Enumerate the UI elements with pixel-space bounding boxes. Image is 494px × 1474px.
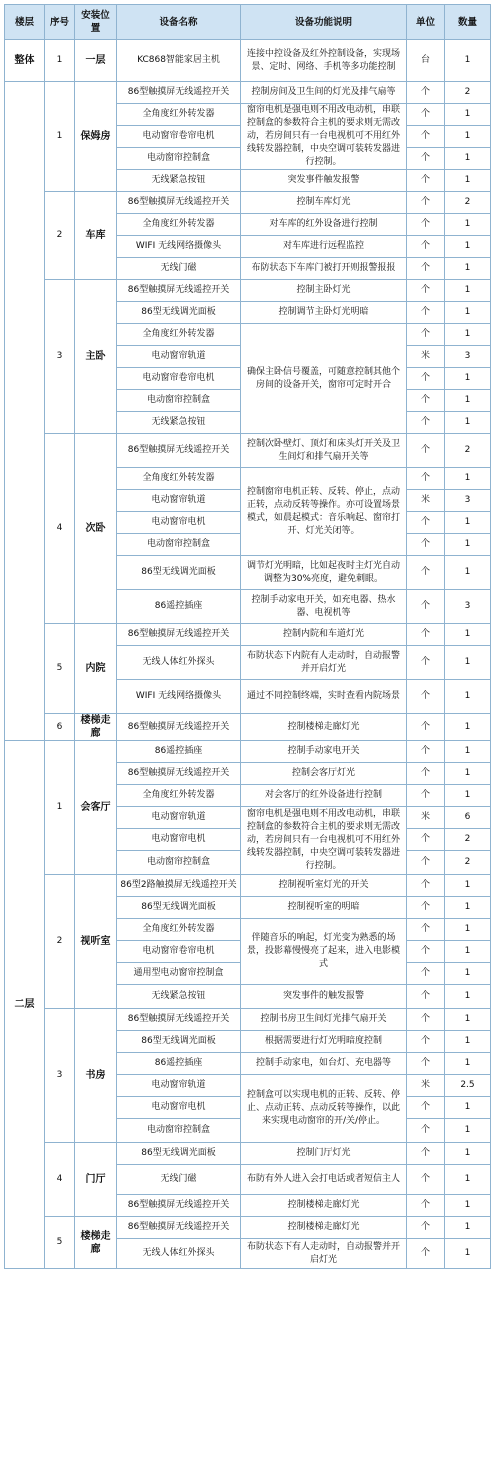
location-cell: 书房 [75,1009,117,1143]
qty-cell: 1 [445,897,491,919]
location-cell: 保姆房 [75,82,117,192]
function-cell: 对车库进行远程监控 [241,236,407,258]
function-cell: 控制手动家电，如台灯、充电器等 [241,1053,407,1075]
device-name-cell: 86型无线调光面板 [117,1143,241,1165]
function-cell: 控制次卧壁灯、顶灯和床头灯开关及卫生间灯和排气扇开关等 [241,434,407,468]
unit-cell: 米 [407,346,445,368]
unit-cell: 米 [407,490,445,512]
qty-cell: 1 [445,1165,491,1195]
floor-cell [5,82,45,741]
function-cell: 通过不同控制终端，实时查看内院场景 [241,680,407,714]
device-name-cell: WIFI 无线网络摄像头 [117,680,241,714]
device-name-cell: 86型无线调光面板 [117,556,241,590]
qty-cell: 1 [445,302,491,324]
device-name-cell: 电动窗帘电机 [117,1097,241,1119]
header-function: 设备功能说明 [241,5,407,40]
device-name-cell: 86型触摸屏无线遥控开关 [117,763,241,785]
table-row [5,280,491,302]
unit-cell: 个 [407,1165,445,1195]
device-name-cell: 全角度红外转发器 [117,919,241,941]
qty-cell: 1 [445,963,491,985]
qty-cell: 1 [445,148,491,170]
qty-cell: 1 [445,680,491,714]
function-cell: 控制视听室的明暗 [241,897,407,919]
device-name-cell: 电动窗帘卷帘电机 [117,941,241,963]
table-body [5,40,491,1269]
function-cell: 布防状态下车库门被打开则报警报报 [241,258,407,280]
location-cell: 主卧 [75,280,117,434]
qty-cell: 1 [445,875,491,897]
device-name-cell: 86型触摸屏无线遥控开关 [117,714,241,741]
unit-cell: 个 [407,324,445,346]
device-name-cell: WIFI 无线网络摄像头 [117,236,241,258]
device-name-cell: 电动窗帘电机 [117,829,241,851]
unit-cell: 个 [407,680,445,714]
device-name-cell: 86型2路触摸屏无线遥控开关 [117,875,241,897]
qty-cell: 1 [445,985,491,1009]
device-name-cell: 全角度红外转发器 [117,468,241,490]
device-name-cell: 86型无线调光面板 [117,1031,241,1053]
unit-cell: 台 [407,40,445,82]
qty-cell: 2.5 [445,1075,491,1097]
seq-cell: 1 [45,40,75,82]
qty-cell: 1 [445,40,491,82]
table-row [5,875,491,897]
location-cell: 楼梯走廊 [75,714,117,741]
function-cell: 控制楼梯走廊灯光 [241,714,407,741]
function-cell: 控制手动家电开关，如充电器、热水器、电视机等 [241,590,407,624]
qty-cell: 1 [445,919,491,941]
qty-cell: 1 [445,258,491,280]
unit-cell: 个 [407,556,445,590]
qty-cell: 1 [445,1009,491,1031]
table-row [5,82,491,104]
qty-cell: 1 [445,280,491,302]
qty-cell: 1 [445,556,491,590]
unit-cell: 个 [407,590,445,624]
qty-cell: 1 [445,714,491,741]
seq-cell: 4 [45,434,75,624]
qty-cell: 3 [445,346,491,368]
qty-cell: 1 [445,624,491,646]
seq-cell: 3 [45,280,75,434]
device-name-cell: 电动窗帘电机 [117,512,241,534]
device-name-cell: 86型触摸屏无线遥控开关 [117,624,241,646]
device-name-cell: 无线门磁 [117,1165,241,1195]
function-cell: 对车库的红外设备进行控制 [241,214,407,236]
device-name-cell: 86型触摸屏无线遥控开关 [117,192,241,214]
unit-cell: 个 [407,985,445,1009]
qty-cell: 1 [445,1097,491,1119]
function-cell: 窗帘电机是强电则不用改电动机，串联控制盒的参数符合主机的要求则无需改动，若房间只有一台电视机可不用红外线转发器控制，中央空调可装转发器进行控制。 [241,807,407,875]
device-name-cell: 无线紧急按钮 [117,412,241,434]
qty-cell: 1 [445,1217,491,1239]
seq-cell: 1 [45,741,75,875]
unit-cell: 个 [407,646,445,680]
location-cell: 视听室 [75,875,117,1009]
unit-cell: 个 [407,785,445,807]
function-cell: 布防有外人进入会打电话或者短信主人 [241,1165,407,1195]
unit-cell: 个 [407,1009,445,1031]
unit-cell: 个 [407,148,445,170]
device-name-cell: 全角度红外转发器 [117,214,241,236]
seq-cell: 1 [45,82,75,192]
device-name-cell: 86型触摸屏无线遥控开关 [117,1195,241,1217]
qty-cell: 1 [445,104,491,126]
unit-cell: 个 [407,851,445,875]
qty-cell: 1 [445,390,491,412]
device-name-cell: 无线人体红外探头 [117,646,241,680]
device-name-cell: 86遥控插座 [117,1053,241,1075]
function-cell: 控制楼梯走廊灯光 [241,1217,407,1239]
unit-cell: 个 [407,214,445,236]
qty-cell: 2 [445,851,491,875]
qty-cell: 1 [445,785,491,807]
function-cell: 根据需要进行灯光明暗度控制 [241,1031,407,1053]
header-floor: 楼层 [5,5,45,40]
qty-cell: 1 [445,534,491,556]
function-cell: 控制调节主卧灯光明暗 [241,302,407,324]
unit-cell: 个 [407,236,445,258]
unit-cell: 个 [407,280,445,302]
qty-cell: 2 [445,434,491,468]
table-row [5,1009,491,1031]
table-row [5,40,491,82]
function-cell: 调节灯光明暗，比如起夜时主灯光自动调整为30%亮度，避免刺眼。 [241,556,407,590]
unit-cell: 个 [407,624,445,646]
unit-cell: 个 [407,919,445,941]
qty-cell: 1 [445,1053,491,1075]
device-name-cell: 86型触摸屏无线遥控开关 [117,434,241,468]
function-cell: 控制楼梯走廊灯光 [241,1195,407,1217]
table-row [5,741,491,763]
qty-cell: 1 [445,126,491,148]
device-name-cell: 86型触摸屏无线遥控开关 [117,82,241,104]
device-name-cell: 86型触摸屏无线遥控开关 [117,1009,241,1031]
qty-cell: 6 [445,807,491,829]
unit-cell: 个 [407,1195,445,1217]
floor-cell: 二层 [5,741,45,1269]
unit-cell: 个 [407,875,445,897]
location-cell: 内院 [75,624,117,714]
device-name-cell: 电动窗帘卷帘电机 [117,126,241,148]
device-name-cell: 电动窗帘控制盒 [117,148,241,170]
device-name-cell: 86型无线调光面板 [117,302,241,324]
location-cell: 一层 [75,40,117,82]
unit-cell: 个 [407,104,445,126]
unit-cell: 个 [407,1031,445,1053]
function-cell: 控制门厅灯光 [241,1143,407,1165]
function-cell: 控制窗帘电机正转、反转、停止，点动正转，点动反转等操作。亦可设置场景模式，如晨起模式：音乐响起、窗帘打开、灯光关闭等。 [241,468,407,556]
device-list-table [4,4,491,1269]
qty-cell: 1 [445,170,491,192]
device-name-cell: 86型触摸屏无线遥控开关 [117,280,241,302]
seq-cell: 5 [45,624,75,714]
function-cell: 控制盒可以实现电机的正转、反转、停止、点动正转、点动反转等操作，以此来实现电动窗帘的开/关/停止。 [241,1075,407,1143]
floor-cell: 整体 [5,40,45,82]
unit-cell: 个 [407,192,445,214]
function-cell: 伴随音乐的响起，灯光变为熟悉的场景，投影幕慢慢亮了起来，进入电影模式 [241,919,407,985]
location-cell: 楼梯走廊 [75,1217,117,1269]
device-name-cell: 电动窗帘卷帘电机 [117,368,241,390]
unit-cell: 个 [407,126,445,148]
unit-cell: 米 [407,807,445,829]
qty-cell: 1 [445,763,491,785]
function-cell: 控制房间及卫生间的灯光及排气扇等 [241,82,407,104]
function-cell: 控制视听室灯光的开关 [241,875,407,897]
qty-cell: 2 [445,829,491,851]
device-name-cell: 电动窗帘轨道 [117,807,241,829]
function-cell: 布防状态下内院有人走动时，自动报警并开启灯光 [241,646,407,680]
qty-cell: 1 [445,1031,491,1053]
qty-cell: 3 [445,490,491,512]
unit-cell: 个 [407,82,445,104]
header-qty: 数量 [445,5,491,40]
qty-cell: 1 [445,1143,491,1165]
device-name-cell: 全角度红外转发器 [117,104,241,126]
seq-cell: 3 [45,1009,75,1143]
function-cell: 控制会客厅灯光 [241,763,407,785]
device-name-cell: 通用型电动窗帘控制盒 [117,963,241,985]
location-cell: 次卧 [75,434,117,624]
unit-cell: 个 [407,963,445,985]
unit-cell: 米 [407,1075,445,1097]
qty-cell: 3 [445,590,491,624]
table-row [5,624,491,646]
function-cell: 窗帘电机是强电则不用改电动机，串联控制盒的参数符合主机的要求则无需改动，若房间只有一台电视机可不用红外线转发器控制，中央空调可装转发器进行控制。 [241,104,407,170]
qty-cell: 1 [445,941,491,963]
unit-cell: 个 [407,897,445,919]
device-name-cell: 86型触摸屏无线遥控开关 [117,1217,241,1239]
unit-cell: 个 [407,1053,445,1075]
unit-cell: 个 [407,434,445,468]
device-name-cell: 电动窗帘轨道 [117,490,241,512]
function-cell: 对会客厅的红外设备进行控制 [241,785,407,807]
seq-cell: 6 [45,714,75,741]
unit-cell: 个 [407,763,445,785]
qty-cell: 1 [445,1195,491,1217]
qty-cell: 1 [445,512,491,534]
device-name-cell: 无线人体红外探头 [117,1239,241,1269]
table-row [5,434,491,468]
device-name-cell: 无线门磁 [117,258,241,280]
qty-cell: 2 [445,192,491,214]
function-cell: 控制车库灯光 [241,192,407,214]
unit-cell: 个 [407,941,445,963]
table-row [5,192,491,214]
unit-cell: 个 [407,368,445,390]
unit-cell: 个 [407,302,445,324]
qty-cell: 1 [445,468,491,490]
qty-cell: 2 [445,82,491,104]
device-name-cell: 电动窗帘控制盒 [117,1119,241,1143]
qty-cell: 1 [445,412,491,434]
function-cell: 控制书房卫生间灯光排气扇开关 [241,1009,407,1031]
device-name-cell: 无线紧急按钮 [117,170,241,192]
header-seq: 序号 [45,5,75,40]
device-name-cell: 电动窗帘控制盒 [117,390,241,412]
unit-cell: 个 [407,170,445,192]
seq-cell: 5 [45,1217,75,1269]
unit-cell: 个 [407,258,445,280]
device-name-cell: 电动窗帘轨道 [117,346,241,368]
seq-cell: 2 [45,192,75,280]
unit-cell: 个 [407,412,445,434]
function-cell: 控制主卧灯光 [241,280,407,302]
qty-cell: 1 [445,646,491,680]
device-name-cell: KC868智能家居主机 [117,40,241,82]
qty-cell: 1 [445,324,491,346]
table-row [5,714,491,741]
seq-cell: 4 [45,1143,75,1217]
header-unit: 单位 [407,5,445,40]
unit-cell: 个 [407,512,445,534]
unit-cell: 个 [407,714,445,741]
device-name-cell: 电动窗帘控制盒 [117,534,241,556]
qty-cell: 1 [445,368,491,390]
device-name-cell: 86遥控插座 [117,590,241,624]
function-cell: 控制手动家电开关 [241,741,407,763]
table-row [5,1217,491,1239]
unit-cell: 个 [407,390,445,412]
device-name-cell: 无线紧急按钮 [117,985,241,1009]
function-cell: 连接中控设备及红外控制设备，实现场景、定时、网络、手机等多功能控制 [241,40,407,82]
qty-cell: 1 [445,1119,491,1143]
function-cell: 突发事件触发报警 [241,170,407,192]
unit-cell: 个 [407,1097,445,1119]
header-row [5,5,491,40]
function-cell: 布防状态下有人走动时，自动报警并开启灯光 [241,1239,407,1269]
unit-cell: 个 [407,1239,445,1269]
location-cell: 车库 [75,192,117,280]
qty-cell: 1 [445,236,491,258]
qty-cell: 1 [445,1239,491,1269]
location-cell: 会客厅 [75,741,117,875]
unit-cell: 个 [407,829,445,851]
seq-cell: 2 [45,875,75,1009]
unit-cell: 个 [407,534,445,556]
function-cell: 确保主卧信号覆盖，可随意控制其他个房间的设备开关，窗帘可定时开合 [241,324,407,434]
header-device: 设备名称 [117,5,241,40]
table-row [5,1143,491,1165]
location-cell: 门厅 [75,1143,117,1217]
header-location: 安装位置 [75,5,117,40]
qty-cell: 1 [445,741,491,763]
unit-cell: 个 [407,1119,445,1143]
device-name-cell: 86遥控插座 [117,741,241,763]
device-name-cell: 86型无线调光面板 [117,897,241,919]
unit-cell: 个 [407,1217,445,1239]
unit-cell: 个 [407,741,445,763]
device-name-cell: 全角度红外转发器 [117,324,241,346]
unit-cell: 个 [407,1143,445,1165]
unit-cell: 个 [407,468,445,490]
function-cell: 突发事件的触发报警 [241,985,407,1009]
device-name-cell: 电动窗帘轨道 [117,1075,241,1097]
device-name-cell: 电动窗帘控制盒 [117,851,241,875]
qty-cell: 1 [445,214,491,236]
device-name-cell: 全角度红外转发器 [117,785,241,807]
function-cell: 控制内院和车道灯光 [241,624,407,646]
